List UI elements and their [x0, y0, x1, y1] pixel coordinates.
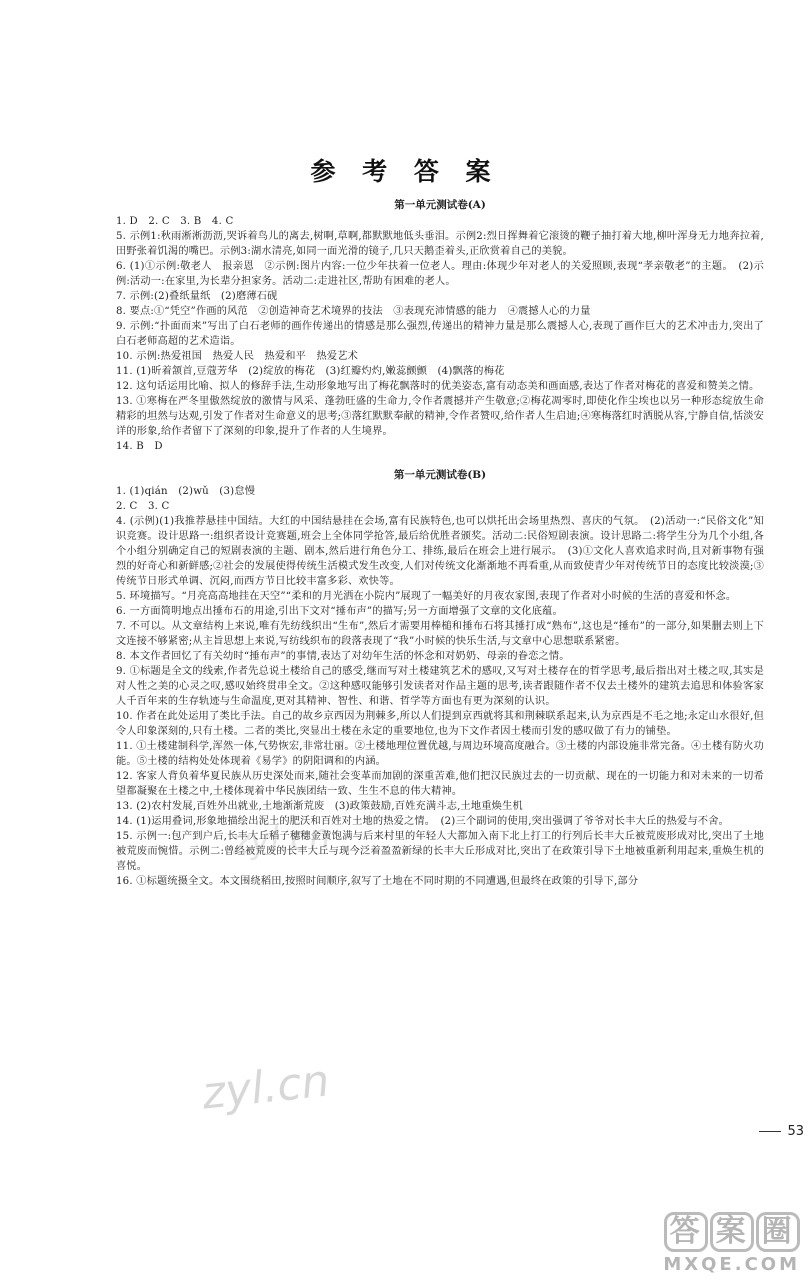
answer-paragraph: 10. 示例:热爱祖国 热爱人民 热爱和平 热爱艺术 — [116, 351, 359, 362]
answer-paragraph: 15. 示例一:包产到户后,长丰大丘稻子穗穗金黄饱满与后来村里的年轻人大都加入南下北上打工的行列后长丰大丘被荒废形成对比,突出了土地被荒废而惋惜。示例二:曾经被荒废的长丰大丘与现今泛着盈盈新绿的长丰大丘形成对比,突出了在政策引导下土地被重新利用起来,重焕生机的喜悦。 — [116, 831, 764, 872]
answer-paragraph: 14. B D — [116, 441, 163, 452]
answer-content — [116, 198, 764, 889]
answer-paragraph: 11. ①土楼建制科学,浑然一体,气势恢宏,非常壮丽。②土楼地理位置优越,与周边环境高度融合。③土楼的内部设施非常完备。④土楼有防火功能。⑤土楼的结构处处体现着《易学》的阴阳调和的内涵。 — [116, 741, 764, 767]
answer-paragraph: 9. 示例:“扑面而来”写出了白石老师的画作传递出的情感是那么强烈,传递出的精神力量是那么震撼人心,表现了画作巨大的艺术冲击力,突出了白石老师高超的艺术造诣。 — [116, 321, 764, 347]
page-title: 参 考 答 案 — [310, 157, 500, 186]
answer-paragraph: 2. C 3. C — [116, 501, 170, 512]
watermark-text: zyl.cn — [199, 1055, 332, 1120]
answer-paragraph: 7. 不可以。从文章结构上来说,唯有先纺线织出“生布”,然后才需要用棒槌和捶布石将其捶打成“熟布”,这也是“捶布”的一部分,如果删去则上下文连接不够紧密;从主旨思想上来说,写纺线织布的段落表现了“我”小时候的快乐生活,与文章中心思想联系紧密。 — [116, 621, 764, 647]
answer-paragraph: 13. (2)农村发展,百姓外出就业,土地渐渐荒废 (3)政策鼓励,百姓充满斗志,土地重焕生机 — [116, 801, 523, 812]
answer-paragraph: 6. 一方面简明地点出捶布石的用途,引出下文对“捶布声”的描写;另一方面增强了文章的文化底蕴。 — [116, 606, 563, 617]
section-title-b: 第一单元测试卷(B) — [393, 469, 487, 481]
answer-paragraph: 5. 示例1:秋雨淅淅沥沥,哭诉着鸟儿的离去,树啊,草啊,都默默地低头垂泪。示例2:烈日挥舞着它滚烫的鞭子抽打着大地,柳叶浑身无力地奔拉着,田野张着饥渴的嘴巴。示例3:湖水清亮,如同一面光滑的镜子,几只天鹅歪着头,正欣赏着自己的美貌。 — [116, 231, 764, 257]
answer-paragraph: 12. 这句话运用比喻、拟人的修辞手法,生动形象地写出了梅花飘落时的优美姿态,富有动态美和画面感,表达了作者对梅花的喜爱和赞美之情。 — [116, 381, 760, 392]
watermark-char: 案 — [710, 1212, 754, 1252]
answer-paragraph: 7. 示例:(2)叠纸量纸 (2)磨薄石砚 — [116, 291, 278, 302]
answer-paragraph: 14. (1)运用叠词,形象地描绘出泥土的肥沃和百姓对土地的热爱之情。 (2)三个副词的使用,突出强调了爷爷对长丰大丘的热爱与不舍。 — [116, 816, 729, 827]
answer-paragraph: 1. (1)qián (2)wǔ (3)怠慢 — [116, 486, 256, 497]
answer-paragraph: 4. (示例)(1)我推荐悬挂中国结。大红的中国结悬挂在会场,富有民族特色,也可以烘托出会场里热烈、喜庆的气氛。 (2)活动一:“民俗文化”知识竞赛。设计思路一:组织者设计竞赛题,班会上全体同学抢答,最后给优胜者颁奖。活动二:民俗短剧表演。设计思路二:将学生分为几个小组,各个小组分别确定自己的短剧表演的主题、剧本,然后进行角色分工、排练,最后在班会上进行展示。 (3)①文化人喜欢追求时尚,且对新事物有强烈的好奇心和新鲜感;②社会的发展使得传统生活模式发生改变,人们对传统文化渐渐地不再看重,从而致使青少年对传统节日的态度比较淡漠;③传统节日形式单调、沉闷,而西方节日比较丰富多彩、欢快等。 — [116, 516, 764, 587]
answer-paragraph: 13. ①寒梅在严冬里傲然绽放的激情与风采、蓬勃旺盛的生命力,令作者震撼并产生敬意;②梅花凋零时,即使化作尘埃也以另一种形态绽放生命精彩的坦然与达观,引发了作者对生命意义的思考;③落红默默奉献的精神,令作者赞叹,给作者人生启迪;④寒梅落红时洒脱从容,宁静自信,恬淡安详的形象,给作者留下了深刻的印象,提升了作者的人生境界。 — [116, 396, 764, 437]
answer-paragraph: 16. ①标题统摄全文。本文围绕稻田,按照时间顺序,叙写了土地在不同时期的不同遭遇,但最终在政策的引导下,部分 — [116, 876, 639, 887]
answer-paragraph: 1. D 2. C 3. B 4. C — [116, 216, 234, 227]
section-b-body — [116, 484, 764, 889]
watermark-url: MXQE.COM — [663, 1254, 800, 1275]
section-a-body — [116, 214, 764, 454]
answer-paragraph: 11. (1)昕着颔首,豆蔻芳华 (2)绽放的梅花 (3)红瓣灼灼,嫩蕊颤颤 (4)飘落的梅花 — [116, 366, 505, 377]
answer-paragraph: 5. 环境描写。“月亮高高地挂在天空”“柔和的月光洒在小院内”展现了一幅美好的月夜农家图,表现了作者对小时候的生活的喜爱和怀念。 — [116, 591, 737, 602]
watermark-char: 圈 — [756, 1212, 800, 1252]
watermark-logo-mark — [663, 1212, 800, 1252]
page-number: 53 — [759, 1124, 804, 1139]
answer-paragraph: 8. 本文作者回忆了有关幼时“捶布声”的事情,表达了对幼年生活的怀念和对奶奶、母亲的眷恋之情。 — [116, 651, 570, 662]
watermark-text: zyl.cn — [230, 816, 332, 864]
section-title-a: 第一单元测试卷(A) — [394, 199, 486, 211]
answer-paragraph: 9. ①标题是全文的线索,作者先总说土楼给自己的感受,继而写对土楼建筑艺术的感叹,又写对土楼存在的哲学思考,最后指出对土楼之叹,其实是对人性之美的心灵之叹,感叹始终贯串全文。②这种感叹能够引发读者对作品主题的思考,读者跟随作者不仅去土楼外的建筑去追思和体验客家人千百年来的生存轨迹与生命温度,更对其精神、智性、和谐、哲学等方面也有更为深刻的认识。 — [116, 666, 764, 707]
answer-paragraph: 12. 客家人背负着华夏民族从历史深处而来,随社会变革而加剧的深重苦难,他们把汉民族过去的一切贡献、现在的一切能力和对未来的一切希望都凝聚在土楼之中,土楼体现着中华民族团结一致、生生不息的伟大精神。 — [116, 771, 764, 797]
watermark-logo — [663, 1212, 800, 1275]
answer-paragraph: 8. 要点:①“凭空”作画的风范 ②创造神奇艺术境界的技法 ③表现充沛情感的能力 ④震撼人心的力量 — [116, 306, 591, 317]
answer-paragraph: 10. 作者在此处运用了类比手法。自己的故乡京西因为荆棘多,所以人们提到京西就将其和荆棘联系起来,认为京西是不毛之地;永定山水很好,但令人印象深刻的,只有土楼。二者的类比,突显出土楼在永定的重要地位,也为下文作者因土楼而引发的感叹做了有力的铺垫。 — [116, 711, 764, 737]
answer-paragraph: 6. (1)①示例:敬老人 报亲恩 ②示例:图片内容:一位少年扶着一位老人。理由:体现少年对老人的关爱照顾,表现“孝亲敬老”的主题。 (2)示例:活动一:在家里,为长辈分担家务。活动二:走进社区,帮助有困难的老人。 — [116, 261, 764, 287]
watermark-char: 答 — [664, 1212, 708, 1252]
